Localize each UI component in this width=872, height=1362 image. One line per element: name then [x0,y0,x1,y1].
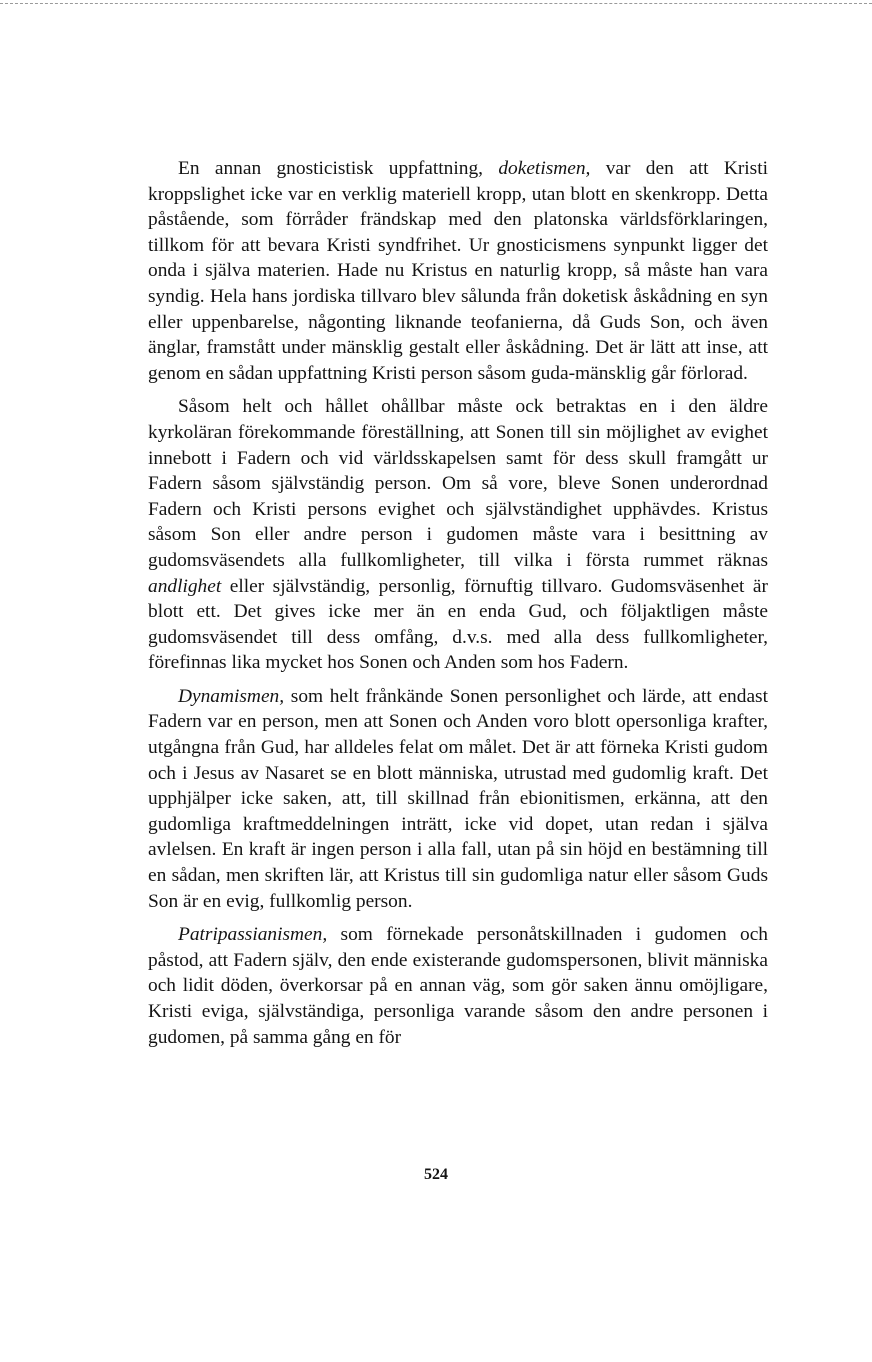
paragraph-2-text: Såsom helt och hållet ohållbar måste ock betraktas en i den äldre kyrkoläran förekommande föreställning, att Sonen till sin möjlighet av evighet innebott i Fadern och vid världsskapelsen samt för dess skull framgått ur Fadern såsom självständig person. Om så vore, bleve Sonen underordnad Fadern och Kristi persons evighet och självständighet upphävdes. Kristus såsom Son eller andre person i gudomen måste vara i besittning av gudomsväsendets alla fullkomligheter, till vilka i första rummet räknas [148,396,768,571]
paragraph-sonen-mojlighet [148,394,768,676]
term-doketismen: doketismen, [498,158,591,179]
body-text [148,156,768,1050]
term-dynamismen: Dynamismen, [178,685,285,707]
paragraph-patripassianismen [148,922,768,1050]
paragraph-doketismen [148,156,768,386]
term-patripassianismen: Patripassianismen, [178,924,328,946]
paragraph-3-text: som helt frånkände Sonen personlighet och lärde, att endast Fadern var en person, men att Sonen och Anden voro blott opersonliga krafter, utgångna från Gud, har alldeles felat om målet. Det är att förneka Kristi gudom och i Jesus av Nasaret se en blott människa, utrustad med gudomlig kraft. Det upphjälper icke saken, att, till skillnad från ebionitismen, erkänna, att den gudomliga kraftmeddelningen inträtt, icke vid dopet, utan redan i själva avlelsen. En kraft är ingen person i alla fall, utan på sin höjd en bestämning till en sådan, men skriften lär, att Kristus till sin gudomliga natur eller såsom Guds Son är en evig, fullkomlig person. [148,685,768,912]
top-dashed-rule [0,3,872,4]
term-andlighet: andlighet [148,575,222,597]
paragraph-dynamismen [148,684,768,914]
paragraph-4-text: som förnekade personåtskillnaden i gudomen och påstod, att Fadern själv, den ende existerande gudomspersonen, blivit människa och lidit döden, överkorsar på en annan väg, som gör saken ännu omöjligare, Kristi eviga, självständiga, personliga varande såsom den andre personen i gudomen, på samma gång en för [148,924,768,1048]
paragraph-1-text: En annan gnosticistisk uppfattning, [178,158,499,179]
paragraph-1-text-cont: var den att Kristi kroppslighet icke var en verklig materiell kropp, utan blott en skenkropp. Detta påstående, som förråder frändskap med den platonska världsförklaringen, tillkom för att bevara Kristi syndfrihet. Ur gnosticismens synpunkt ligger det onda i själva materien. Hade nu Kristus en naturlig kropp, så måste han vara syndig. Hela hans jordiska tillvaro blev sålunda från doketisk åskådning en syn eller uppenbarelse, någonting liknande teofanierna, då Guds Son, och även änglar, framstått under mänsklig gestalt eller åskådning. Det är lätt att inse, att genom en sådan uppfattning Kristi person såsom guda-mänsklig går förlorad. [148,158,768,384]
paragraph-2-text-cont: eller självständig, personlig, förnuftig tillvaro. Gudomsväsenhet är blott ett. Det gives icke mer än en enda Gud, och följaktligen måste gudomsväsendet till dess omfång, d.v.s. med alla dess fullkomligheter, förefinnas lika mycket hos Sonen och Anden som hos Fadern. [148,575,768,674]
page-number: 524 [424,1166,448,1183]
